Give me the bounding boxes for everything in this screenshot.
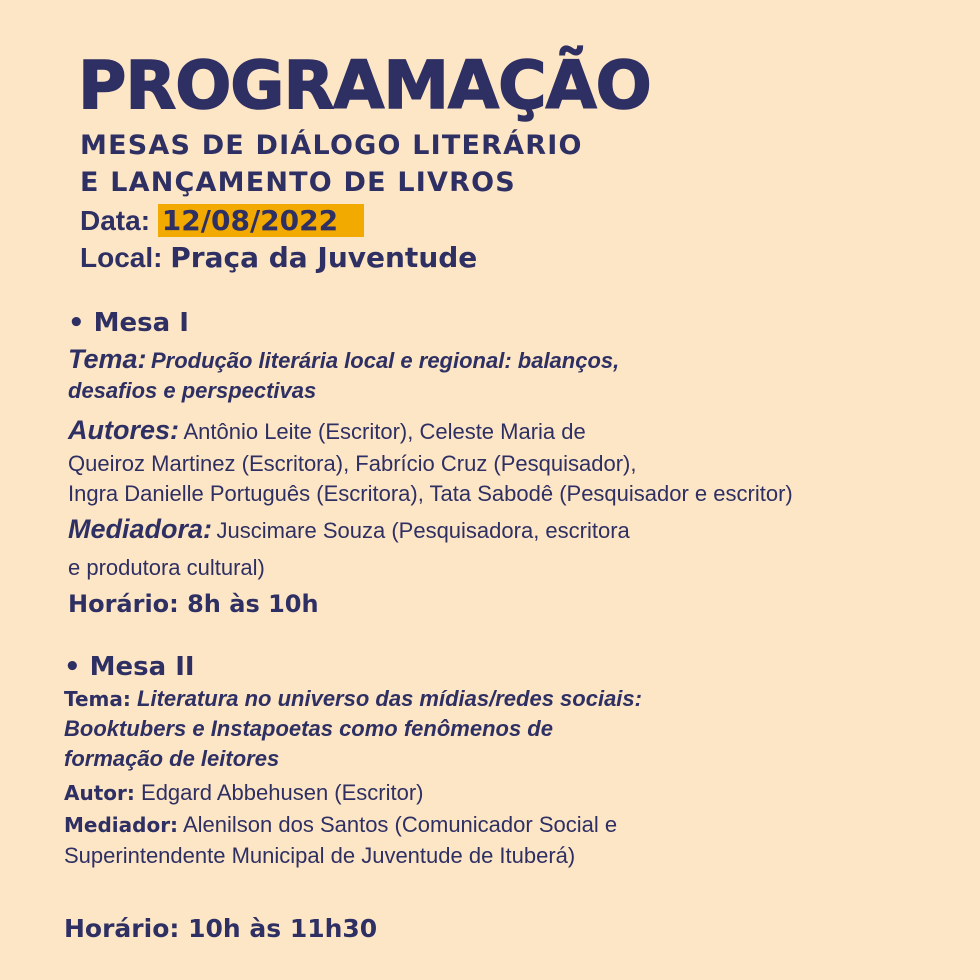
local-label: Local: [80,242,163,273]
date-label: Data: [80,205,151,236]
mesa-2-autor-value: Edgard Abbehusen (Escritor) [141,780,424,805]
mesa-2-autor [64,778,424,808]
mesa-1-tema-label: Tema: [68,344,147,374]
mesa-1-mediadora [68,512,630,551]
subtitle-line-2: E LANÇAMENTO DE LIVROS [80,167,516,198]
event-local [80,240,477,276]
mesa-2-tema-line-2: Booktubers e Instapoetas como fenômenos de [64,716,553,741]
subtitle-line-1: MESAS DE DIÁLOGO LITERÁRIO [80,130,583,161]
mesa-2-mediador-line-1: Alenilson dos Santos (Comunicador Social e [182,812,618,837]
mesa-1-tema-line-2: desafios e perspectivas [68,378,317,403]
mesa-1-mediadora-line-2: e produtora cultural) [68,555,265,580]
event-date [80,203,364,239]
mesa-2-tema [64,684,642,714]
mesa-2-mediador-label: Mediador: [64,813,179,837]
mesa-2-horario: Horário: 10h às 11h30 [64,914,378,943]
mesa-1-horario: Horário: 8h às 10h [68,590,319,618]
page-title: PROGRAMAÇÃO [78,47,651,124]
mesa-1-heading: • Mesa I [68,308,189,338]
mesa-2-tema-label: Tema: [64,687,131,711]
mesa-1-autores-line-3: Ingra Danielle Português (Escritora), Tata Sabodê (Pesquisador e escritor) [68,481,793,506]
mesa-1-autores [68,413,586,452]
mesa-2-tema-line-3: formação de leitores [64,746,280,771]
mesa-1-mediadora-label: Mediadora: [68,514,213,544]
mesa-1-mediadora-line-1: Juscimare Souza (Pesquisadora, escritora [216,518,630,543]
mesa-1-autores-line-2: Queiroz Martinez (Escritora), Fabrício Cruz (Pesquisador), [68,451,637,476]
mesa-2-mediador-line-2: Superintendente Municipal de Juventude de Ituberá) [64,843,576,868]
mesa-2-tema-line-1: Literatura no universo das mídias/redes sociais: [137,686,642,711]
mesa-2-heading: • Mesa II [64,652,195,682]
date-value: 12/08/2022 [158,204,364,237]
mesa-1-autores-label: Autores: [68,415,180,445]
mesa-1-tema-line-1: Produção literária local e regional: balanços, [150,348,620,373]
mesa-2-mediador [64,810,617,840]
local-value: Praça da Juventude [170,241,478,274]
mesa-2-autor-label: Autor: [64,781,135,805]
mesa-1-autores-line-1: Antônio Leite (Escritor), Celeste Maria de [183,419,586,444]
